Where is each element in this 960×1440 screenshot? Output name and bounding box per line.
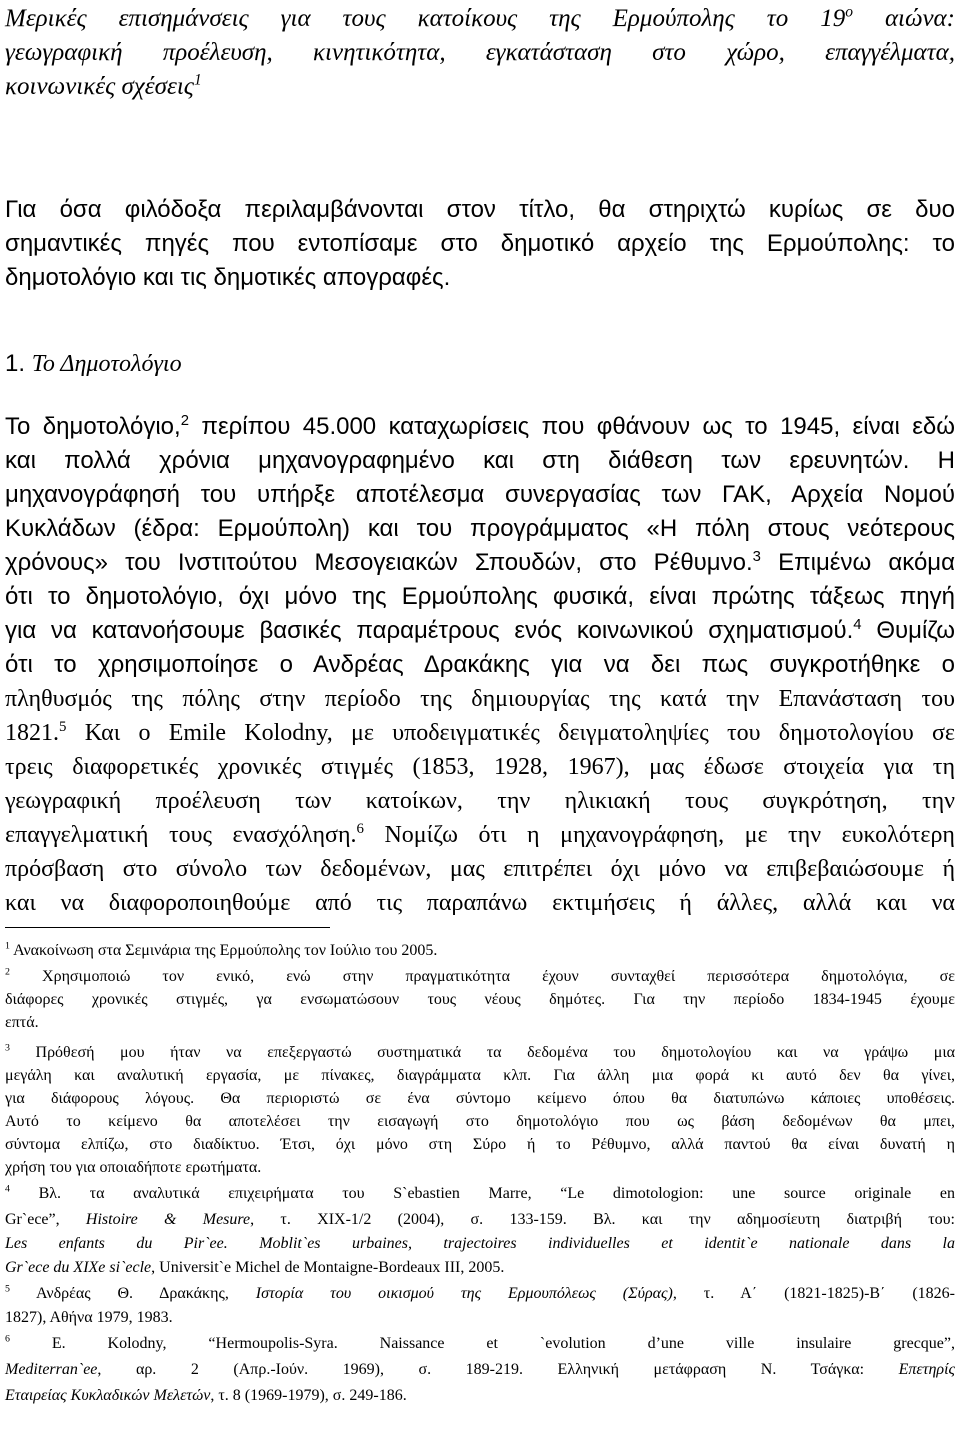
intro-line-2: σημαντικές πηγές που εντοπίσαμε στο δημοτικό αρχείο της Ερμούπολης: το — [5, 230, 955, 257]
body-line-14: πρόσβαση στο σύνολο των δεδομένων, μας επιτρέπει όχι μόνο να επιβεβαιώσουμε ή — [5, 856, 955, 882]
body-line-3: μηχανογράφησή του υπήρξε αποτέλεσμα συνεργασίας των ΓΑΚ, Αρχεία Νομού — [5, 481, 955, 508]
footnote-5-line-2: 1827), Αθήνα 1979, 1983. — [5, 1309, 173, 1326]
body-line-1: Το δημοτολόγιο,$^2$ περίπου 45.000 καταχωρίσεις που φθάνουν ως το 1945, είναι εδώ — [5, 413, 955, 440]
title-line-2: γεωγραφική προέλευση, κινητικότητα, εγκατάσταση στο χώρο, επαγγέλματα, — [5, 39, 955, 66]
body-line-6: ότι το δημοτολόγιο, όχι μόνο της Ερμούπολης φυσικά, είναι πρώτης τάξεως πηγή — [5, 583, 955, 610]
footnote-3-line-6: χρήση του για οποιαδήποτε ερωτήματα. — [5, 1159, 262, 1176]
footnote-4-line-3: Les enfants du Pir`ee. Moblit`es urbaines, trajectoires individuelles et identit`e nationale dans la — [5, 1235, 955, 1252]
intro-line-1: Για όσα φιλόδοξα περιλαμβάνονται στον τίτλο, θα στηριχτώ κυρίως σε δυο — [5, 196, 955, 223]
body-line-2: και πολλά χρόνια μηχανογραφημένο και στη διάθεση των ερευνητών. Η — [5, 447, 955, 474]
body-line-7: για να κατανοήσουμε βασικές παραμέτρους ενός κοινωνικού σχηματισμού.$^4$ Θυμίζω — [5, 617, 955, 644]
body-line-5: χρόνους» του Ινστιτούτου Μεσογειακών Σπουδών, στο Ρέθυμνο.$^3$ Επιμένω ακόμα — [5, 549, 955, 576]
footnote-2-line-3: επτά. — [5, 1014, 39, 1031]
footnote-separator — [5, 927, 330, 928]
footnote-3-line-2: μεγάλη και αναλυτική εργασία, με πίνακες, διαγράμματα κλπ. Για άλλη μια φορά κι αυτό δεν θα γίνει, — [5, 1067, 955, 1084]
footnote-4-line-1: $^4$ Βλ. τα αναλυτικά επιχειρήματα του S`ebastien Marre, “Le dimotologion: une source originale en — [5, 1183, 955, 1202]
body-line-8: ότι το χρησιμοποίησε ο Ανδρέας Δρακάκης για να δει πως συγκροτήθηκε ο — [5, 651, 955, 678]
footnote-3-line-3: για διάφορους λόγους. Θα περιοριστώ σε ένα σύντομο κείμενο όπου θα διατυπώνω κάποιες υποθέσεις. — [5, 1090, 955, 1107]
footnote-4-line-2: Gr`ece”, Histoire & Mesure, τ. XIX-1/2 (2004), σ. 133-159. Βλ. και την αδημοσίευτη διατριβή του: — [5, 1211, 956, 1228]
footnote-6-line-2: Mediterran`ee, αρ. 2 (Απρ.-Ιούν. 1969), σ. 189-219. Ελληνική μετάφραση Ν. Τσάγκα: Επετηρίς — [5, 1361, 955, 1378]
section-heading: 1. Το Δημοτολόγιο — [5, 350, 182, 377]
footnote-5-line-1: $^5$ Ανδρέας Θ. Δρακάκης, Ιστορία του οικισμού της Ερμουπόλεως (Σύρας), τ. Α΄ (1821-1825)-Β΄ (1826- — [5, 1283, 955, 1302]
footnote-2-line-2: διάφορες χρονικές στιγμές, γα ενσωματώσουν τους νέους δημότες. Για την περίοδο 1834-1945 έχουμε — [5, 991, 955, 1008]
body-line-12: γεωγραφική προέλευση των κατοίκων, την ηλικιακή τους συγκρότηση, την — [5, 788, 955, 814]
body-line-9: πληθυσμός της πόλης στην περίοδο της δημιουργίας της κατά την Επανάσταση του — [5, 686, 955, 712]
intro-line-3: δημοτολόγιο και τις δημοτικές απογραφές. — [5, 264, 451, 291]
body-line-11: τρεις διαφορετικές χρονικές στιγμές (1853, 1928, 1967), μας έδωσε στοιχεία για τη — [5, 754, 955, 780]
title-line-1: Μερικές επισημάνσεις για τους κατοίκους της Ερμούπολης το $19^o$ αιώνα: — [5, 3, 955, 32]
footnote-2-line-1: $^2$ Χρησιμοποιώ τον ενικό, ενώ στην πραγματικότητα έχουν συνταχθεί περισσότερα δημοτολόγια, σε — [5, 966, 955, 985]
body-line-15: και να διαφοροποιηθούμε από τις παραπάνω εκτιμήσεις ή άλλες, αλλά και να — [5, 890, 955, 916]
footnote-6-line-3: Εταιρείας Κυκλαδικών Μελετών, τ. 8 (1969-1979), σ. 249-186. — [5, 1387, 407, 1404]
footnote-3-line-1: $^3$ Πρόθεσή μου ήταν να επεξεργαστώ συστηματικά τα δεδομένα του δημοτολογίου και να γράψω μια — [5, 1042, 955, 1061]
footnote-6-line-1: $^6$ E. Kolodny, “Hermoupolis-Syra. Naissance et `evolution d’une ville insulaire grecque”, — [5, 1333, 955, 1352]
body-line-4: Κυκλάδων (έδρα: Ερμούπολη) και του προγράμματος «Η πόλη στους νεότερους — [5, 515, 955, 542]
footnote-4-line-4: Gr`ece du XIXe si`ecle, Universit`e Michel de Montaigne-Bordeaux III, 2005. — [5, 1259, 505, 1276]
footnote-3-line-4: Αυτό το κείμενο θα αποτελέσει την εισαγωγή στο δημοτολόγιο που ως βάση δεδομένων θα μπει, — [5, 1113, 955, 1130]
title-line-3: κοινωνικές σχέσεις$^1$ — [5, 71, 202, 100]
footnote-1: $^1$ Ανακοίνωση στα Σεμινάρια της Ερμούπολης τον Ιούλιο του 2005. — [5, 940, 438, 959]
footnote-3-line-5: σύντομα ελπίζω, στο διαδίκτυο. Έτσι, όχι μόνο στη Σύρο ή το Ρέθυμνο, αλλά παντού θα είναι δυνατή η — [5, 1136, 955, 1153]
body-line-13: επαγγελματική τους ενασχόληση.$^6$ Νομίζω ότι η μηχανογράφηση, με την ευκολότερη — [5, 821, 955, 848]
body-line-10: 1821.$^5$ Και ο Emile Kolodny, με υποδειγματικές δειγματοληψίες του δημοτολογίου σε — [5, 719, 955, 746]
